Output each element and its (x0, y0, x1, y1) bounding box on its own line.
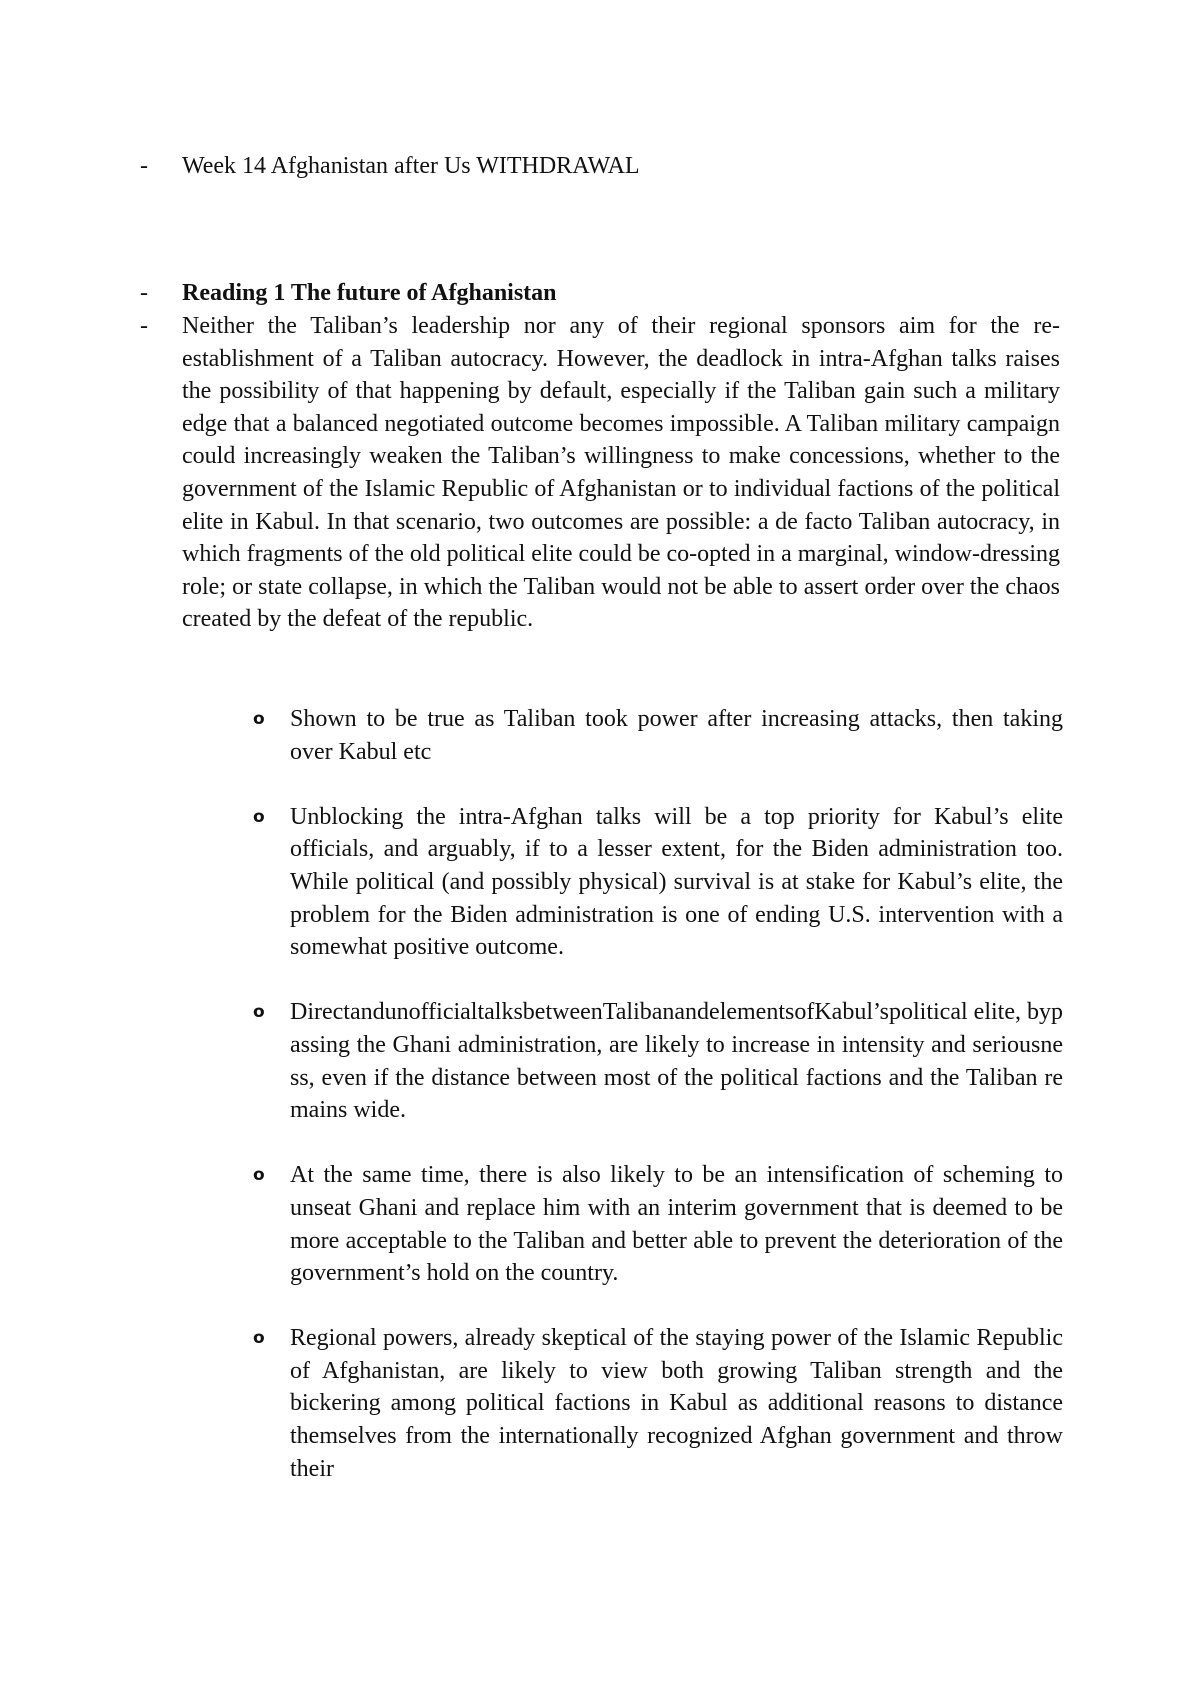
main-paragraph: Neither the Taliban’s leadership nor any of their regional sponsors aim for the re-establishment of a Taliban autocracy. However, the deadlock in intra-Afghan talks raises the possibility of that happening by default, especially if the Taliban gain such a military edge that a balanced negotiated outcome becomes impossible. A Taliban military campaign could increasingly weaken the Taliban’s willingness to make concessions, whether to the government of the Islamic Republic of Afghanistan or to individual factions of the political elite in Kabul. In that scenario, two outcomes are possible: a de facto Taliban autocracy, in which fragments of the old political elite could be co-opted in a marginal, window-dressing role; or state collapse, in which the Taliban would not be able to assert order over the chaos created by the defeat of the republic. (182, 313, 1060, 633)
bullet-marker: o (253, 806, 265, 827)
list-item (253, 801, 1063, 964)
sub-point-text: Regional powers, already skeptical of the staying power of the Islamic Republic of Afghanistan, are likely to view both growing Taliban strength and the bickering among political factions in Kabul as additional reasons to distance themselves from the internationally recognized Afghan government and throw their (290, 1325, 1063, 1482)
reading-heading-item (140, 277, 1060, 310)
sub-point-list (253, 703, 1063, 1518)
list-item (253, 996, 1063, 1126)
dash-marker: - (140, 280, 148, 306)
week-title-item (140, 150, 1060, 183)
bullet-marker: o (253, 1165, 265, 1186)
bullet-marker: o (253, 1002, 265, 1023)
dash-marker: - (140, 313, 148, 339)
dash-marker: - (140, 153, 148, 179)
list-item (253, 703, 1063, 768)
week-title: Week 14 Afghanistan after Us WITHDRAWAL (182, 153, 640, 179)
sub-point-text: At the same time, there is also likely to be an intensification of scheming to unseat Ghani and replace him with an interim government that is deemed to be more acceptable to the Taliban and better able to prevent the deterioration of the government’s hold on the country. (290, 1162, 1063, 1287)
sub-point-text: Shown to be true as Taliban took power after increasing attacks, then taking over Kabul etc (290, 706, 1063, 765)
list-item (253, 1159, 1063, 1289)
bullet-marker: o (253, 1328, 265, 1349)
main-paragraph-item (140, 310, 1060, 636)
reading-heading: Reading 1 The future of Afghanistan (182, 280, 557, 306)
list-item (253, 1322, 1063, 1485)
sub-point-text: Unblocking the intra-Afghan talks will be a top priority for Kabul’s elite officials, and arguably, if to a lesser extent, for the Biden administration too. While political (and possibly physical) survival is at stake for Kabul’s elite, the problem for the Biden administration is one of ending U.S. intervention with a somewhat positive outcome. (290, 803, 1063, 961)
bullet-marker: o (253, 709, 265, 729)
sub-point-text: DirectandunofficialtalksbetweenTalibanandelementsofKabul’spolitical elite, bypassing the Ghani administration, are likely to increase in intensity and seriousness, even if the distance between most of the political factions and the Taliban remains wide. (290, 999, 1063, 1124)
